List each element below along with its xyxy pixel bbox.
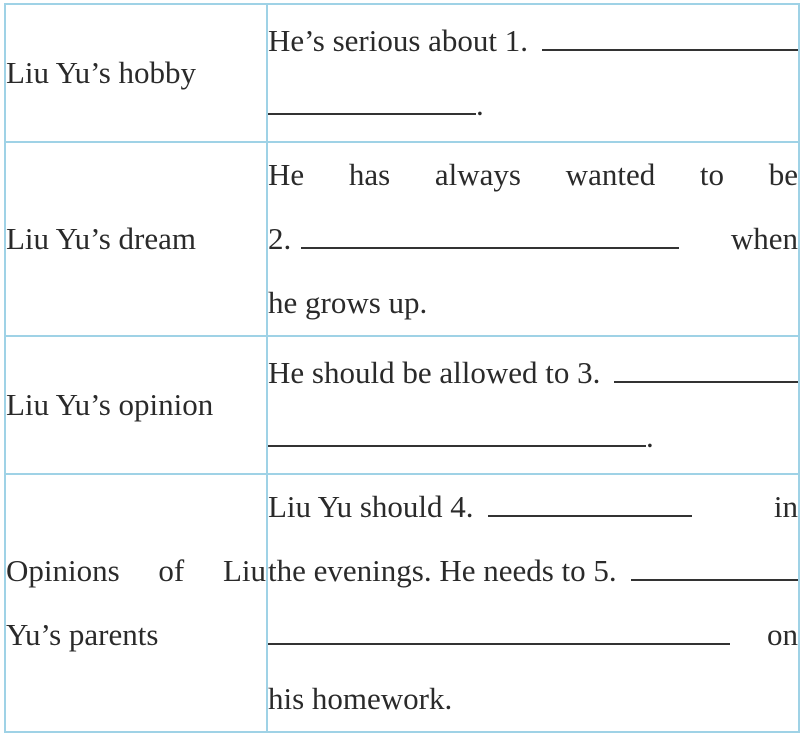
content-line xyxy=(268,207,798,271)
blank-4[interactable] xyxy=(488,514,692,517)
blank-5-part-a[interactable] xyxy=(631,578,798,581)
end-punctuation: . xyxy=(476,87,484,122)
blank-number: 2. xyxy=(268,221,292,256)
blank-1-part-b[interactable] xyxy=(268,112,476,115)
label-text: Liu Yu’s opinion xyxy=(6,387,214,422)
row-label-opinion xyxy=(5,336,267,474)
blank-3-part-a[interactable] xyxy=(614,380,798,383)
content-line xyxy=(268,73,798,137)
row-content-parents xyxy=(267,474,799,732)
table-row xyxy=(5,474,799,732)
row-content-opinion xyxy=(267,336,799,474)
content-text: He’s serious about 1. xyxy=(268,23,529,58)
end-punctuation: . xyxy=(646,419,654,454)
blank-5-part-b[interactable] xyxy=(268,642,730,645)
content-text: on xyxy=(767,617,798,652)
content-line xyxy=(268,341,798,405)
label-text: Liu Yu’s hobby xyxy=(6,55,197,90)
content-text: He has always wanted to be xyxy=(268,157,798,192)
content-line xyxy=(268,9,798,73)
content-line xyxy=(268,475,798,539)
content-text: Liu Yu should 4. xyxy=(268,489,474,524)
table-row xyxy=(5,336,799,474)
label-text: Liu Yu’s dream xyxy=(6,221,196,256)
row-content-hobby xyxy=(267,4,799,142)
row-label-hobby xyxy=(5,4,267,142)
row-content-dream xyxy=(267,142,799,336)
blank-3-part-b[interactable] xyxy=(268,444,646,447)
content-line xyxy=(268,539,798,603)
worksheet-table xyxy=(4,3,800,733)
blank-1-part-a[interactable] xyxy=(542,48,798,51)
content-line xyxy=(268,405,798,469)
row-label-dream xyxy=(5,142,267,336)
row-label-parents xyxy=(5,474,267,732)
label-text: Yu’s parents xyxy=(6,617,159,652)
table-row xyxy=(5,142,799,336)
content-text: the evenings. He needs to 5. xyxy=(268,553,617,588)
content-text: when xyxy=(730,221,798,256)
content-text: he grows up. xyxy=(268,285,428,320)
content-text: He should be allowed to 3. xyxy=(268,355,601,390)
content-line xyxy=(268,603,798,667)
content-text: his homework. xyxy=(268,681,453,716)
blank-2[interactable] xyxy=(301,246,679,249)
table-row xyxy=(5,4,799,142)
content-text: in xyxy=(773,489,798,524)
label-text: Opinions of Liu xyxy=(6,553,266,588)
